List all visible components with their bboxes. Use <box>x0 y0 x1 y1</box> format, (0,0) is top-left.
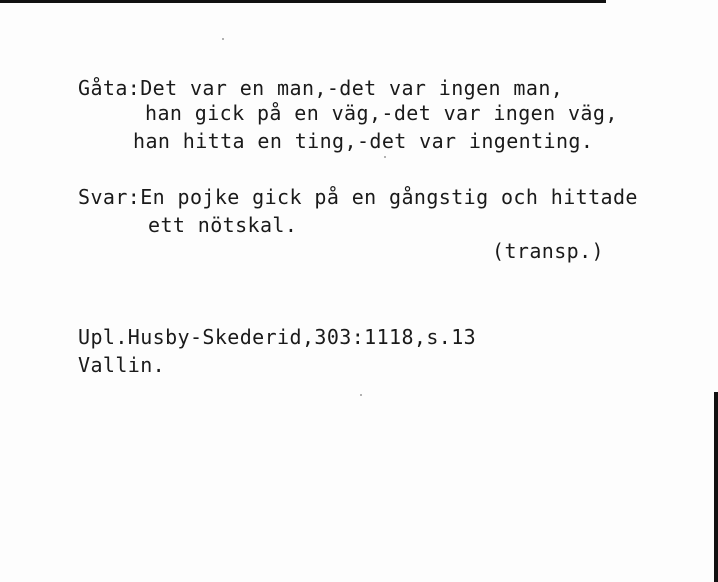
card-right-border <box>714 392 718 582</box>
collector-name: Vallin. <box>78 353 166 377</box>
riddle-line-3: han hitta en ting,-det var ingenting. <box>133 129 594 153</box>
card-top-border <box>0 0 606 3</box>
answer-note: (transp.) <box>492 239 604 263</box>
riddle-line-2: han gick på en väg,-det var ingen väg, <box>145 101 618 125</box>
paper-speck <box>384 156 386 158</box>
answer-line-2: ett nötskal. <box>148 213 298 237</box>
answer-line-1: Svar:En pojke gick på en gångstig och hittade <box>78 185 638 209</box>
source-reference: Upl.Husby-Skederid,303:1118,s.13 <box>78 325 477 349</box>
paper-speck <box>222 38 224 40</box>
paper-speck <box>360 394 362 396</box>
riddle-line-1: Gåta:Det var en man,-det var ingen man, <box>78 76 564 100</box>
